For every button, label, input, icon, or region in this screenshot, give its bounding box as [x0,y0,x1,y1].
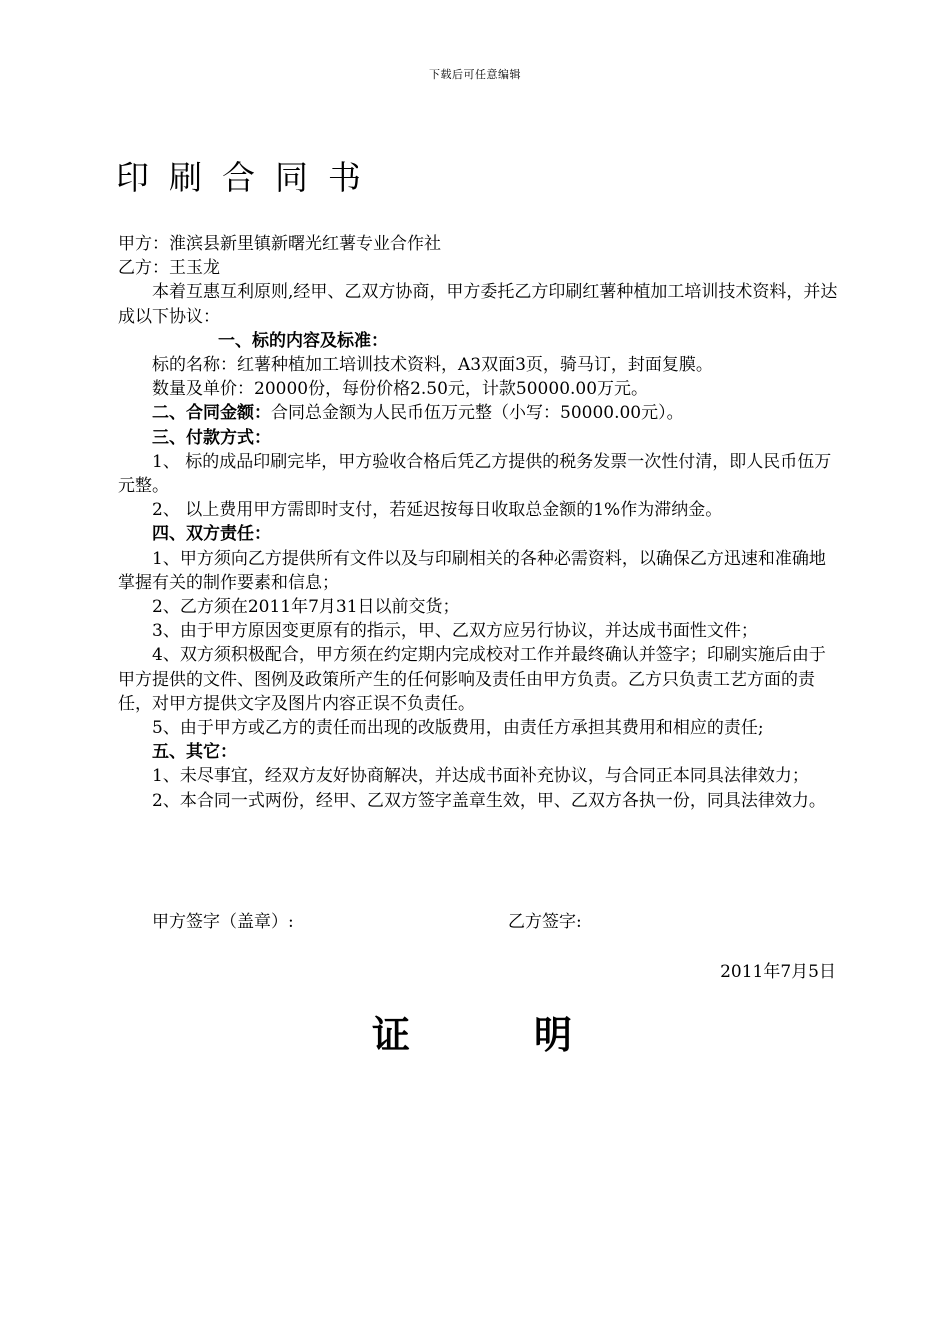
party-b: 乙方：王玉龙 [118,258,220,279]
certificate-title-char-1: 证 [372,1013,411,1057]
header-note: 下载后可任意编辑 [429,68,521,81]
section2-row [118,401,838,425]
certificate-title [372,1004,572,1059]
section4-item2: 2、乙方须在2011年7月31日以前交货； [152,597,460,618]
certificate-title-char-2: 明 [534,1013,573,1057]
section5-item1: 1、未尽事宜，经双方友好协商解决，并达成书面补充协议，与合同正本同具法律效力； [152,766,809,787]
section4-item4: 4、双方须积极配合，甲方须在约定期内完成校对工作并最终确认并签字；印刷实施后由于甲方提供的文件、图例及政策所产生的任何影响及责任由甲方负责。乙方只负责工艺方面的责任，对甲方提供文字及图片内容正误不负责任。 [118,645,826,714]
section4-item1: 1、甲方须向乙方提供所有文件以及与印刷相关的各种必需资料，以确保乙方迅速和准确地掌握有关的制作要素和信息； [118,548,826,593]
section5-item2: 2、本合同一式两份，经甲、乙双方签字盖章生效，甲、乙双方各执一份，同具法律效力。 [152,790,826,811]
section3-item2: 2、 以上费用甲方需即时支付，若延迟按每日收取总金额的1%作为滞纳金。 [152,500,723,521]
section4-item5: 5、由于甲方或乙方的责任而出现的改版费用，由责任方承担其费用和相应的责任; [152,718,764,739]
section1-line1: 标的名称：红薯种植加工培训技术资料，A3双面3页，骑马订，封面复膜。 [152,355,713,376]
section3-heading: 三、付款方式： [152,427,271,448]
section1-heading: 一、标的内容及标准： [218,330,388,351]
intro-paragraph: 本着互惠互利原则,经甲、乙双方协商，甲方委托乙方印刷红薯种植加工培训技术资料，并达成以下协议： [118,282,838,327]
party-a-signature-label: 甲方签字（盖章）: [152,912,294,932]
section4-item3: 3、由于甲方原因变更原有的指示，甲、乙双方应另行协议，并达成书面性文件； [152,621,758,642]
contract-body [118,232,838,813]
section1-line2: 数量及单价：20000份，每份价格2.50元，计款50000.00万元。 [152,379,649,400]
contract-date: 2011年7月5日 [720,962,836,982]
section5-heading: 五、其它： [152,742,237,763]
contract-title: 印刷合同书 [116,158,381,197]
section2-text: 合同总金额为人民币伍万元整（小写：50000.00元）。 [271,403,684,424]
party-a: 甲方：淮滨县新里镇新曙光红薯专业合作社 [118,234,441,254]
party-b-signature-label: 乙方签字: [508,912,582,932]
section4-heading: 四、双方责任： [152,524,271,545]
section2-heading: 二、合同金额： [152,403,271,424]
section3-item1: 1、 标的成品印刷完毕，甲方验收合格后凭乙方提供的税务发票一次性付清，即人民币伍万元整。 [118,451,832,497]
